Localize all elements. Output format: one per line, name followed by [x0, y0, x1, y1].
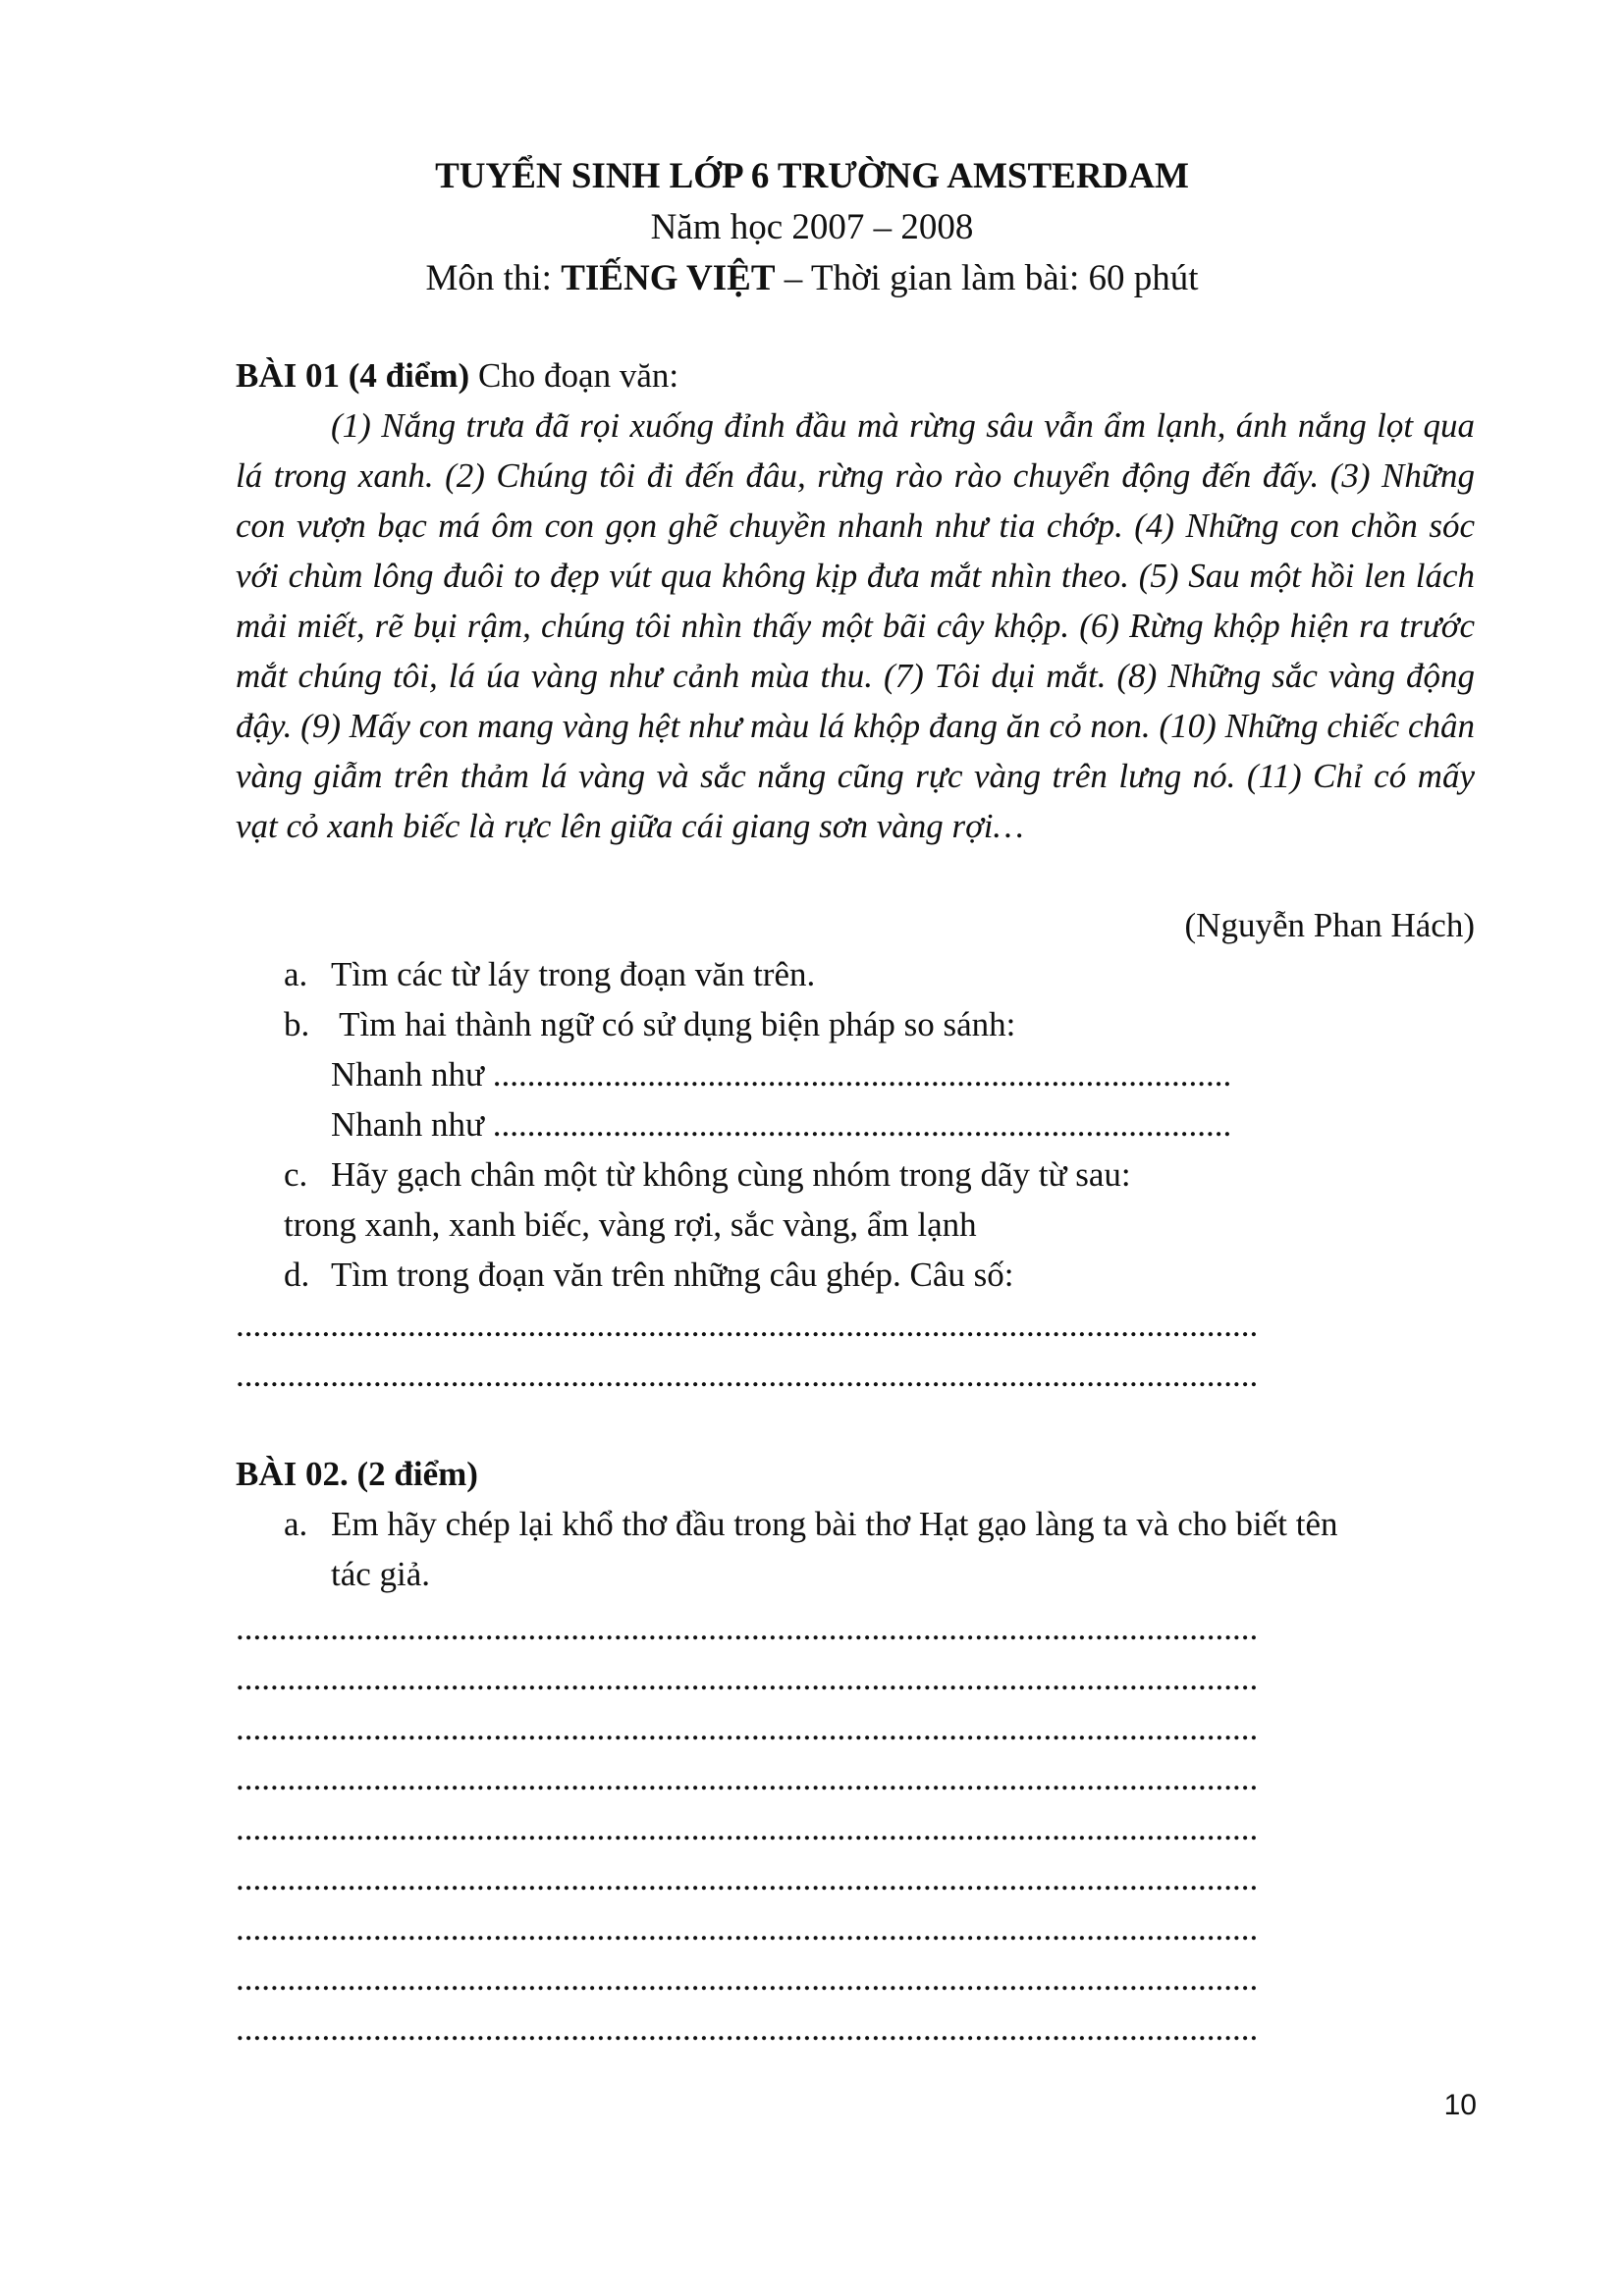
answer-line-d2[interactable]: .......................................................................................................................: [236, 1356, 1259, 1394]
question-c-label: c.: [284, 1155, 308, 1194]
passage-text: (1) Nắng trưa đã rọi xuống đỉnh đầu mà rừng sâu vẫn ẩm lạnh, ánh nắng lọt qua lá trong xanh. (2) Chúng tôi đi đến đâu, rừng rào rào chuyển động đến đấy. (3) Những con vượn bạc má ôm con gọn ghẽ chuyền nhanh như tia chớp. (4) Những con chồn sóc với chùm lông đuôi to đẹp vút qua không kịp đưa mắt nhìn theo. (5) Sau một hồi len lách mải miết, rẽ bụi rậm, chúng tôi nhìn thấy một bãi cây khộp. (6) Rừng khộp hiện ra trước mắt chúng tôi, lá úa vàng như cảnh mùa thu. (7) Tôi dụi mắt. (8) Những sắc vàng động đậy. (9) Mấy con mang vàng hệt như màu lá khộp đang ăn cỏ non. (10) Những chiếc chân vàng giẫm trên thảm lá vàng và sắc nắng cũng rực vàng trên lưng nó. (11) Chỉ có mấy vạt cỏ xanh biếc là rực lên giữa cái giang sơn vàng rợi…: [236, 406, 1475, 845]
answer-line-6[interactable]: .......................................................................................................................: [236, 1859, 1259, 1897]
subject-suffix: – Thời gian làm bài: 60 phút: [775, 258, 1199, 298]
answer-line-b2[interactable]: Nhanh như ......................................................................................: [331, 1105, 1232, 1144]
bai01-title: BÀI 01 (4 điểm): [236, 356, 470, 395]
exam-header: [0, 151, 1624, 304]
page-number: 10: [1443, 2089, 1477, 2121]
answer-line-4[interactable]: .......................................................................................................................: [236, 1759, 1259, 1797]
answer-line-7[interactable]: .......................................................................................................................: [236, 1909, 1259, 1948]
question-a-text: Tìm các từ láy trong đoạn văn trên.: [331, 955, 816, 993]
question-d-text: Tìm trong đoạn văn trên những câu ghép. Câu số:: [331, 1255, 1014, 1294]
bai02-title: BÀI 02. (2 điểm): [236, 1455, 478, 1493]
answer-line-9[interactable]: .......................................................................................................................: [236, 2009, 1259, 2048]
bai02-question-a-text: Em hãy chép lại khổ thơ đầu trong bài thơ Hạt gạo làng ta và cho biết tên: [331, 1505, 1338, 1543]
question-a-label: a.: [284, 955, 308, 993]
passage-author: (Nguyễn Phan Hách): [1184, 906, 1475, 944]
answer-line-d1[interactable]: .......................................................................................................................: [236, 1306, 1259, 1344]
answer-line-1[interactable]: .......................................................................................................................: [236, 1609, 1259, 1647]
answer-line-8[interactable]: .......................................................................................................................: [236, 1959, 1259, 1998]
question-b: [284, 999, 1015, 1049]
question-a: [284, 949, 815, 999]
bai02-question-a: [284, 1499, 1475, 1549]
subject-prefix: Môn thi:: [425, 258, 562, 298]
question-c-words: trong xanh, xanh biếc, vàng rợi, sắc vàng, ẩm lạnh: [284, 1205, 977, 1244]
question-b-text: Tìm hai thành ngữ có sử dụng biện pháp so sánh:: [331, 1005, 1016, 1043]
question-b-label: b.: [284, 1005, 310, 1043]
reading-passage: [236, 400, 1475, 851]
exam-title: TUYỂN SINH LỚP 6 TRƯỜNG AMSTERDAM: [435, 156, 1189, 196]
bai01-intro: Cho đoạn văn:: [469, 356, 679, 395]
subject-line: [0, 253, 1624, 304]
answer-line-3[interactable]: .......................................................................................................................: [236, 1709, 1259, 1747]
answer-line-2[interactable]: .......................................................................................................................: [236, 1659, 1259, 1697]
question-c: [284, 1149, 1131, 1200]
school-year: Năm học 2007 – 2008: [650, 207, 974, 247]
subject-name: TIẾNG VIỆT: [561, 258, 776, 298]
bai01-heading: [236, 350, 1475, 400]
answer-line-5[interactable]: .......................................................................................................................: [236, 1809, 1259, 1847]
answer-line-b1[interactable]: Nhanh như ......................................................................................: [331, 1055, 1232, 1094]
question-c-text: Hãy gạch chân một từ không cùng nhóm trong dãy từ sau:: [331, 1155, 1131, 1194]
bai02-question-a-label: a.: [284, 1505, 308, 1543]
bai02-question-a-cont: tác giả.: [331, 1555, 431, 1593]
question-d: [284, 1250, 1014, 1300]
question-d-label: d.: [284, 1255, 310, 1294]
